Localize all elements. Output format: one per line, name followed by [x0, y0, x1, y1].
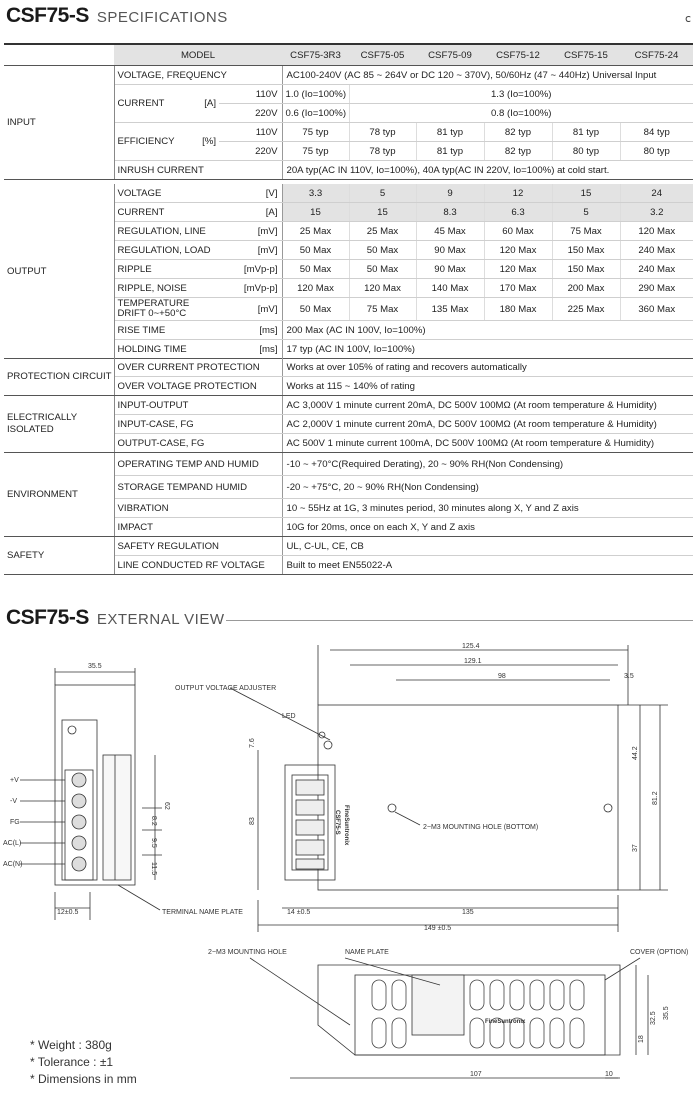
terminal-label: AC(N) — [3, 861, 23, 868]
cell: 5 — [552, 203, 620, 222]
row-label: VIBRATION — [114, 499, 282, 518]
cell: 75 typ — [282, 123, 349, 142]
dim-32-5: 32.5 — [650, 1011, 657, 1025]
row-label: VOLTAGE — [114, 184, 219, 203]
cell: 360 Max — [620, 298, 693, 321]
cell: 78 typ — [349, 123, 416, 142]
cell: 9 — [416, 184, 484, 203]
cell: 84 typ — [620, 123, 693, 142]
cell: 6.3 — [484, 203, 552, 222]
row-value: AC 500V 1 minute current 100mA, DC 500V 100MΩ (At room temperature & Humidity) — [282, 434, 693, 453]
cell: 15 — [552, 184, 620, 203]
dim-44-2: 44.2 — [632, 746, 639, 760]
row-value: 0.8 (Io=100%) — [349, 104, 693, 123]
terminal-label: AC(L) — [3, 840, 22, 847]
row-label: RISE TIME — [114, 321, 219, 340]
row-value: AC 2,000V 1 minute current 20mA, DC 500V 100MΩ (At room temperature & Humidity) — [282, 415, 693, 434]
cell: 81 typ — [552, 123, 620, 142]
table-row — [4, 358, 693, 377]
output-voltage-adjuster-label: OUTPUT VOLTAGE ADJUSTER — [175, 685, 277, 692]
row-label: CURRENT — [117, 98, 165, 109]
cell: 150 Max — [552, 241, 620, 260]
row-value: AC100-240V (AC 85 ~ 264V or DC 120 ~ 370V), 50/60Hz (47 ~ 440Hz) Universal Input — [282, 66, 693, 85]
model-label: MODEL — [114, 44, 282, 66]
row-value: 10G for 20ms, once on each X, Y and Z axis — [282, 518, 693, 537]
row-unit: [mV] — [219, 241, 282, 260]
group-isolated: ELECTRICALLY — [7, 412, 78, 423]
notes — [30, 1037, 137, 1088]
side-view — [250, 958, 648, 1078]
row-value: 0.6 (Io=100%) — [282, 104, 349, 123]
table-row — [4, 396, 693, 415]
row-label: TEMPERATURE — [117, 298, 190, 309]
cell: 240 Max — [620, 260, 693, 279]
top-view — [230, 645, 668, 932]
row-label: OVER CURRENT PROTECTION — [114, 358, 282, 377]
voltage-110: 110V — [219, 85, 282, 104]
row-value: 200 Max (AC IN 100V, Io=100%) — [282, 321, 693, 340]
row-label: CURRENT — [114, 203, 219, 222]
dim-3-5: 3.5 — [624, 673, 634, 680]
cell: 75 Max — [552, 222, 620, 241]
group-input: INPUT — [4, 66, 114, 180]
led-label: LED — [282, 713, 296, 720]
cell: 120 Max — [484, 260, 552, 279]
row-value: -20 ~ +75°C, 20 ~ 90% RH(Non Condensing) — [282, 476, 693, 499]
dim-129-1: 129.1 — [464, 658, 482, 665]
row-label: LINE CONDUCTED RF VOLTAGE — [114, 556, 282, 575]
row-value: -10 ~ +70°C(Required Derating), 20 ~ 90% RH(Non Condensing) — [282, 453, 693, 476]
row-unit: [ms] — [219, 340, 282, 359]
terminal-label: -V — [10, 798, 17, 805]
table-row — [4, 184, 693, 203]
cell: 290 Max — [620, 279, 693, 298]
model-name: CSF75-24 — [620, 44, 693, 66]
spec-table-output — [4, 184, 693, 359]
row-unit: [ms] — [219, 321, 282, 340]
row-value: AC 3,000V 1 minute current 20mA, DC 500V 100MΩ (At room temperature & Humidity) — [282, 396, 693, 415]
group-isolated: ISOLATED — [7, 424, 54, 435]
cell: 120 Max — [282, 279, 349, 298]
cell: 82 typ — [484, 123, 552, 142]
dim-107: 107 — [470, 1071, 482, 1078]
row-label: OPERATING TEMP AND HUMID — [114, 453, 282, 476]
row-label: INPUT-CASE, FG — [114, 415, 282, 434]
cell: 120 Max — [484, 241, 552, 260]
voltage-110: 110V — [219, 123, 282, 142]
row-unit: [mV] — [219, 298, 282, 321]
dim-98: 98 — [498, 673, 506, 680]
header-row — [4, 44, 693, 66]
cell: 45 Max — [416, 222, 484, 241]
table-row — [4, 537, 693, 556]
cell: 3.2 — [620, 203, 693, 222]
row-value: 10 ~ 55Hz at 1G, 3 minutes period, 30 minutes along X, Y and Z axis — [282, 499, 693, 518]
cell: 50 Max — [282, 241, 349, 260]
brand-label: FineSuntronix — [485, 1019, 526, 1025]
cell: 15 — [349, 203, 416, 222]
cell: 50 Max — [282, 298, 349, 321]
dim-14: 14 ±0.5 — [287, 909, 311, 916]
cell: 80 typ — [552, 142, 620, 161]
cell: 12 — [484, 184, 552, 203]
dim-12: 12±0.5 — [57, 909, 79, 916]
row-unit: [A] — [219, 203, 282, 222]
cell: 81 typ — [416, 123, 484, 142]
row-value: Works at 115 ~ 140% of rating — [282, 377, 693, 396]
row-label: OUTPUT-CASE, FG — [114, 434, 282, 453]
view-title-subtitle: EXTERNAL VIEW — [96, 611, 225, 628]
row-label: HOLDING TIME — [114, 340, 219, 359]
front-view — [20, 668, 162, 920]
cell: 82 typ — [484, 142, 552, 161]
row-value: UL, C-UL, CE, CB — [282, 537, 693, 556]
row-label: REGULATION, LINE — [114, 222, 219, 241]
dim-149: 149 ±0.5 — [424, 925, 452, 932]
group-safety: SAFETY — [4, 537, 114, 575]
row-label: INRUSH CURRENT — [114, 161, 282, 180]
cell: 78 typ — [349, 142, 416, 161]
row-label: DRIFT 0~+50°C — [117, 308, 187, 319]
spec-table-misc — [4, 358, 693, 575]
cell: 90 Max — [416, 241, 484, 260]
cell: 135 Max — [416, 298, 484, 321]
row-value: Works at over 105% of rating and recovers automatically — [282, 358, 693, 377]
dim-11-5: 11.5 — [150, 862, 157, 876]
dim-37: 37 — [632, 844, 639, 852]
row-label: SAFETY REGULATION — [114, 537, 282, 556]
cell: 25 Max — [282, 222, 349, 241]
mounting-hole-label: 2−M3 MOUNTING HOLE — [208, 949, 287, 956]
cell: 225 Max — [552, 298, 620, 321]
row-label: RIPPLE, NOISE — [114, 279, 219, 298]
group-protection: PROTECTION CIRCUIT — [4, 358, 114, 396]
cell: 200 Max — [552, 279, 620, 298]
dim-135: 135 — [462, 909, 474, 916]
model-name: CSF75-09 — [416, 44, 484, 66]
row-label: OVER VOLTAGE PROTECTION — [114, 377, 282, 396]
cell: 50 Max — [349, 241, 416, 260]
cell: 180 Max — [484, 298, 552, 321]
cell: 25 Max — [349, 222, 416, 241]
model-name: CSF75-3R3 — [282, 44, 349, 66]
dim-9-5: 9.5 — [150, 838, 157, 848]
row-unit: [V] — [219, 184, 282, 203]
spec-title-model: CSF75-S — [6, 4, 89, 27]
spec-title-subtitle: SPECIFICATIONS — [96, 9, 228, 26]
note-tolerance: * Tolerance : ±1 — [30, 1055, 114, 1069]
group-environment: ENVIRONMENT — [4, 453, 114, 537]
view-section-title — [6, 606, 225, 630]
cell: 120 Max — [349, 279, 416, 298]
group-output: OUTPUT — [4, 184, 114, 359]
row-value: 20A typ(AC IN 110V, Io=100%), 40A typ(AC IN 220V, Io=100%) at cold start. — [282, 161, 693, 180]
cell: 140 Max — [416, 279, 484, 298]
spec-section-title — [6, 4, 228, 28]
title-rule — [226, 620, 693, 621]
row-label: STORAGE TEMPAND HUMID — [114, 476, 282, 499]
row-unit: [%] — [202, 136, 216, 147]
cell: 5 — [349, 184, 416, 203]
row-label: RIPPLE — [114, 260, 219, 279]
note-dimensions: * Dimensions in mm — [30, 1072, 137, 1086]
dim-35-5-side: 35.5 — [663, 1006, 670, 1020]
cell: 81 typ — [416, 142, 484, 161]
model-name: CSF75-05 — [349, 44, 416, 66]
voltage-220: 220V — [219, 142, 282, 161]
row-value: 1.0 (Io=100%) — [282, 85, 349, 104]
cell: 8.3 — [416, 203, 484, 222]
dim-62: 62 — [163, 802, 170, 810]
name-plate-label: NAME PLATE — [345, 949, 389, 956]
cell: 50 Max — [349, 260, 416, 279]
row-label: REGULATION, LOAD — [114, 241, 219, 260]
view-title-model: CSF75-S — [6, 606, 89, 629]
cell: 120 Max — [620, 222, 693, 241]
cover-option-label: COVER (OPTION) — [630, 949, 689, 956]
mounting-hole-bottom-label: 2−M3 MOUNTING HOLE (BOTTOM) — [423, 824, 539, 831]
cell: 240 Max — [620, 241, 693, 260]
cell: 90 Max — [416, 260, 484, 279]
row-label: INPUT-OUTPUT — [114, 396, 282, 415]
voltage-220: 220V — [219, 104, 282, 123]
cell: 50 Max — [282, 260, 349, 279]
row-value: 1.3 (Io=100%) — [349, 85, 693, 104]
dim-8-2: 8.2 — [150, 816, 157, 826]
cell: 75 Max — [349, 298, 416, 321]
spec-table — [4, 43, 693, 180]
terminal-label: +V — [10, 777, 19, 784]
dim-10: 10 — [605, 1071, 613, 1078]
cell: 3.3 — [282, 184, 349, 203]
row-label: VOLTAGE, FREQUENCY — [114, 66, 282, 85]
corner-mark: ⅽ — [684, 13, 691, 25]
row-unit: [mVp-p] — [219, 260, 282, 279]
cell: 80 typ — [620, 142, 693, 161]
model-name: CSF75-15 — [552, 44, 620, 66]
model-name: CSF75-12 — [484, 44, 552, 66]
dim-125-4: 125.4 — [462, 643, 480, 650]
cell: 170 Max — [484, 279, 552, 298]
cell: 24 — [620, 184, 693, 203]
brand-label: FineSuntronix — [343, 805, 349, 846]
row-value: Built to meet EN55022-A — [282, 556, 693, 575]
dim-18: 18 — [638, 1035, 645, 1043]
dim-35-5: 35.5 — [88, 663, 102, 670]
cell: 15 — [282, 203, 349, 222]
table-row — [4, 453, 693, 476]
row-unit: [mV] — [219, 222, 282, 241]
note-weight: * Weight : 380g — [30, 1038, 112, 1052]
row-label: EFFICIENCY — [117, 136, 175, 147]
terminal-name-plate-label: TERMINAL NAME PLATE — [162, 909, 243, 916]
cell: 75 typ — [282, 142, 349, 161]
terminal-label: FG — [10, 819, 20, 826]
table-row — [4, 66, 693, 85]
dim-83: 83 — [249, 817, 256, 825]
model-vertical-label: CSF75-S — [334, 810, 340, 835]
row-unit: [mVp-p] — [219, 279, 282, 298]
dim-7-6: 7.6 — [249, 738, 256, 748]
row-label: IMPACT — [114, 518, 282, 537]
row-unit: [A] — [204, 98, 216, 109]
cell: 150 Max — [552, 260, 620, 279]
row-value: 17 typ (AC IN 100V, Io=100%) — [282, 340, 693, 359]
cell: 60 Max — [484, 222, 552, 241]
dim-81-2: 81.2 — [652, 791, 659, 805]
